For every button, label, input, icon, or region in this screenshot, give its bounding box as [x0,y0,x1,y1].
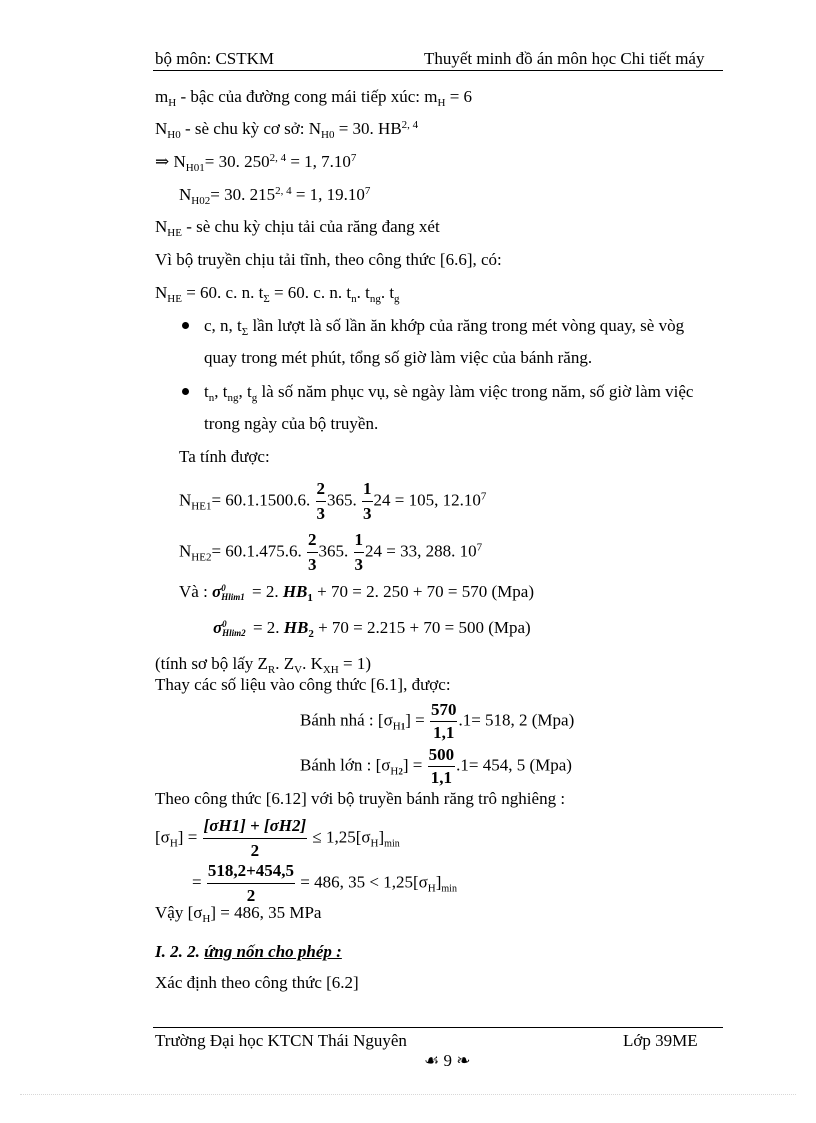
formula-nhe1: $N_{HE1}= 60.1.1500.6$. $\frac{2}{3}$ 365. $\frac{1}{3}$ 24 = 105, 12.10$^7$ [179,479,487,523]
formula-small-gear: Bánh nhá : $[\sigma_{H1}]$ = $\frac{570}{1,1}$ .1= 518, 2 (Mpa) [300,700,575,742]
line-formula-ref: Vì bộ truyền chịu tải tĩnh, theo công thức [6.6], có: [155,250,502,269]
line-nhe-formula: $N_{HE} = 60$. c. n. $t_\Sigma = 60$. c. n. $t_n$. $t_{ng}$. $t_g$ [155,283,400,305]
header-rule [153,70,723,71]
fraction-two-thirds: $\frac{2}{3}$ [308,530,317,574]
fraction-570-1-1: $\frac{570}{1,1}$ [430,700,457,742]
section-heading: I. 2. 2. ứng nốn cho phép : [155,942,342,961]
line-formula-612: Theo công thức [6.12] với bộ truyền bánh răng trô nghiêng : [155,789,566,808]
formula-allowable-stress-value: = $\frac{518,2+454,5}{2}$ = 486, $35 < 1,25[\sigma_H]_{min}$ [192,861,457,905]
fraction-two-thirds: $\frac{2}{3}$ [316,479,326,523]
ornament-left-icon: ☙ [424,1051,440,1070]
fraction-stress-values: $\frac{518,2+454,5}{2}$ [207,861,295,905]
fraction-one-third: $\frac{1}{3}$ [363,479,372,523]
page-number-value: 9 [443,1051,452,1070]
line-nhe-def: $N_{HE}$ - sè chu kỳ chịu tải của răng đang xét [155,217,440,239]
fraction-500-1-1: $\frac{500}{1,1}$ [428,745,455,787]
page-number [424,1052,471,1069]
formula-nhe2: $N_{HE2}= 60.1.475.6$. $\frac{2}{3}$ 365. $\frac{1}{3}$ 24 = 33, 288. $10^7$ [179,530,483,574]
formula-allowable-stress: $[\sigma_H]$ = $\frac{[\sigma H1] + [\sigma H2]}{2}$ ≤ $1,25[\sigma_H]_{min}$ [155,816,400,860]
line-nh02: $N_{H02}= 30$. $215^{2, 4} = 1$, 19.10$^7$ [179,185,371,207]
line-calc-intro: Ta tính được: [179,447,270,466]
header-right: Thuyết minh đồ án môn học Chi tiết máy [424,49,705,68]
header-left: bộ môn: CSTKM [155,49,275,68]
fraction-stress-average: $\frac{[\sigma H1] + [\sigma H2]}{2}$ [203,816,307,860]
bullet-2-line1: $t_n$, $t_{ng}$, $t_g$ là số năm phục vụ, sè ngày làm việc trong năm, số giờ làm việc [204,382,694,404]
line-determine: Xác định theo công thức [6.2] [155,973,359,992]
bullet-1-line2: quay trong mét phút, tổng số giờ làm việc của bánh răng. [204,348,593,367]
line-mh: $m_H$ - bậc của đường cong mái tiếp xúc: $m_H = 6$ [155,87,473,109]
line-nh0: $N_{H0}$ - sè chu kỳ cơ sở: $N_{H0} = 30$. HB$^{2, 4}$ [155,119,419,141]
footer-rule [153,1027,723,1028]
formula-sigma-hlim1: Và : σ 0 Hlim1 = 2. $HB_1 + 70 = 2$. 250 + 70 = 570 (Mpa) [179,582,534,604]
line-preliminary: (tính sơ bộ lấy $Z_R$. $Z_V$. $K_{XH} = 1$) [155,654,371,676]
bullet-2-line2: trong ngày của bộ truyền. [204,414,379,433]
footer-left: Trường Đại học KTCN Thái Nguyên [155,1031,407,1050]
ornament-right-icon: ❧ [456,1051,471,1070]
bullet-dot [182,322,189,329]
footer-right: Lớp 39ME [623,1031,698,1050]
bullet-1-line1: c, n, $t_\Sigma$ lần lượt là số lần ăn khớp của răng trong mét vòng quay, sè vòg [204,316,685,338]
line-result: Vậy $[\sigma_H] = 486$, 35 MPa [155,903,322,925]
line-substitute: Thay các số liệu vào công thức [6.1], được: [155,675,451,694]
formula-large-gear: Bánh lớn : $[\sigma_{H2}]$ = $\frac{500}{1,1}$ .1= 454, 5 (Mpa) [300,745,572,787]
line-nh01: ⇒ $N_{H01}= 30$. $250^{2, 4} = 1$, 7.10$^7$ [155,152,357,174]
bullet-dot [182,388,189,395]
formula-sigma-hlim2: σ 0 Hlim2 = 2. $HB_2 + 70 = 2.215 + 70 = 500$ (Mpa) [213,618,531,640]
page-edge [20,1094,796,1095]
fraction-one-third: $\frac{1}{3}$ [354,530,364,574]
